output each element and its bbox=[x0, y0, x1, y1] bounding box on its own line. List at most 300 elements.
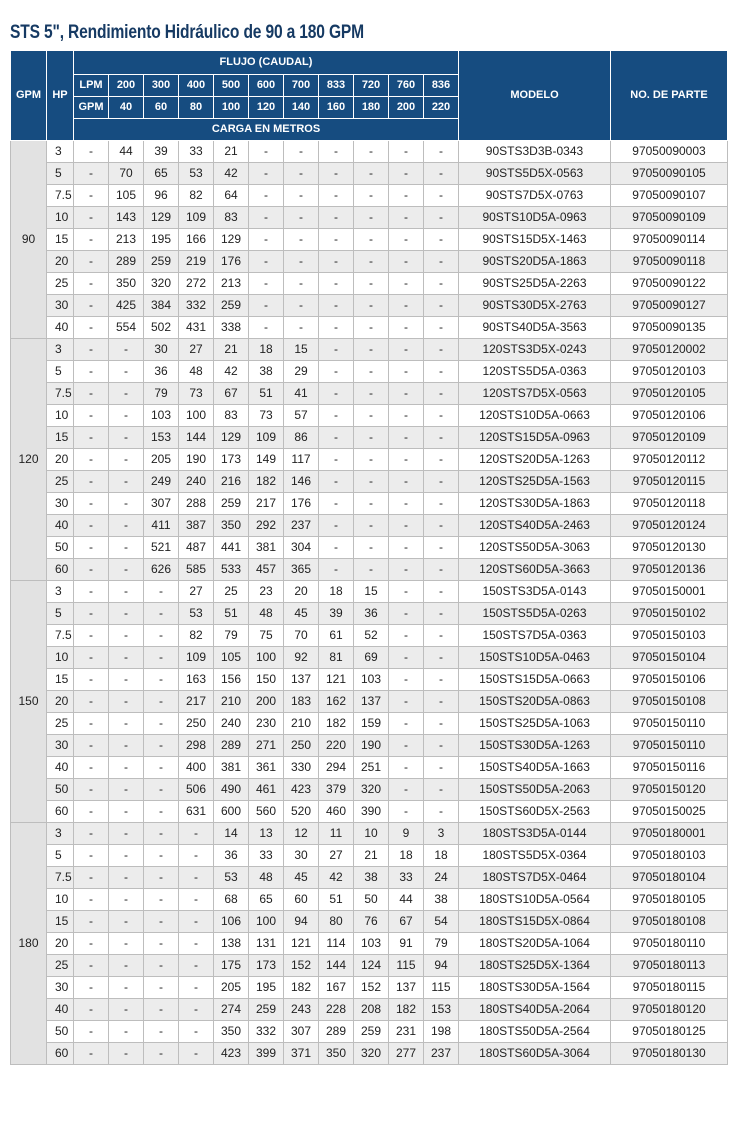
head-value-cell: - bbox=[284, 184, 319, 206]
head-value-cell: - bbox=[109, 426, 144, 448]
header-lpm-value: 760 bbox=[389, 74, 424, 96]
model-cell: 150STS20D5A-0863 bbox=[459, 690, 611, 712]
table-row bbox=[11, 932, 728, 954]
head-value-cell: - bbox=[424, 580, 459, 602]
hp-cell: 50 bbox=[47, 778, 74, 800]
head-value-cell: - bbox=[424, 470, 459, 492]
head-value-cell: - bbox=[319, 536, 354, 558]
header-gpm-value: 200 bbox=[389, 96, 424, 118]
head-value-cell: - bbox=[74, 690, 109, 712]
model-cell: 120STS20D5A-1263 bbox=[459, 448, 611, 470]
head-value-cell: 307 bbox=[284, 1020, 319, 1042]
head-value-cell: 152 bbox=[354, 976, 389, 998]
hp-cell: 20 bbox=[47, 932, 74, 954]
part-number-cell: 97050150120 bbox=[611, 778, 728, 800]
head-value-cell: - bbox=[74, 844, 109, 866]
head-value-cell: 14 bbox=[214, 822, 249, 844]
hp-cell: 7.5 bbox=[47, 184, 74, 206]
head-value-cell: - bbox=[389, 272, 424, 294]
part-number-cell: 97050090135 bbox=[611, 316, 728, 338]
head-value-cell: - bbox=[354, 140, 389, 162]
head-value-cell: - bbox=[144, 888, 179, 910]
head-value-cell: 76 bbox=[354, 910, 389, 932]
hp-cell: 5 bbox=[47, 162, 74, 184]
model-cell: 150STS50D5A-2063 bbox=[459, 778, 611, 800]
hp-cell: 3 bbox=[47, 338, 74, 360]
head-value-cell: 176 bbox=[214, 250, 249, 272]
head-value-cell: - bbox=[389, 184, 424, 206]
head-value-cell: 18 bbox=[249, 338, 284, 360]
head-value-cell: - bbox=[424, 250, 459, 272]
head-value-cell: - bbox=[144, 580, 179, 602]
head-value-cell: - bbox=[424, 558, 459, 580]
table-row bbox=[11, 998, 728, 1020]
head-value-cell: - bbox=[389, 492, 424, 514]
head-value-cell: - bbox=[319, 140, 354, 162]
head-value-cell: 129 bbox=[144, 206, 179, 228]
head-value-cell: - bbox=[424, 712, 459, 734]
head-value-cell: 48 bbox=[249, 602, 284, 624]
head-value-cell: 399 bbox=[249, 1042, 284, 1064]
head-value-cell: 12 bbox=[284, 822, 319, 844]
model-cell: 180STS7D5X-0464 bbox=[459, 866, 611, 888]
table-row bbox=[11, 580, 728, 602]
head-value-cell: 217 bbox=[249, 492, 284, 514]
head-value-cell: - bbox=[389, 778, 424, 800]
header-lpm-value: 720 bbox=[354, 74, 389, 96]
model-cell: 90STS3D3B-0343 bbox=[459, 140, 611, 162]
head-value-cell: 144 bbox=[319, 954, 354, 976]
head-value-cell: - bbox=[74, 184, 109, 206]
head-value-cell: - bbox=[424, 184, 459, 206]
head-value-cell: - bbox=[144, 800, 179, 822]
table-row bbox=[11, 184, 728, 206]
head-value-cell: - bbox=[144, 976, 179, 998]
head-value-cell: 387 bbox=[179, 514, 214, 536]
head-value-cell: 243 bbox=[284, 998, 319, 1020]
head-value-cell: - bbox=[319, 250, 354, 272]
head-value-cell: - bbox=[424, 602, 459, 624]
head-value-cell: - bbox=[144, 1020, 179, 1042]
head-value-cell: 487 bbox=[179, 536, 214, 558]
head-value-cell: 13 bbox=[249, 822, 284, 844]
head-value-cell: - bbox=[109, 470, 144, 492]
head-value-cell: - bbox=[389, 514, 424, 536]
head-value-cell: 15 bbox=[284, 338, 319, 360]
table-row bbox=[11, 514, 728, 536]
head-value-cell: - bbox=[109, 756, 144, 778]
head-value-cell: - bbox=[284, 162, 319, 184]
head-value-cell: 219 bbox=[179, 250, 214, 272]
model-cell: 120STS50D5A-3063 bbox=[459, 536, 611, 558]
head-value-cell: 51 bbox=[319, 888, 354, 910]
head-value-cell: 240 bbox=[214, 712, 249, 734]
head-value-cell: 10 bbox=[354, 822, 389, 844]
head-value-cell: 182 bbox=[319, 712, 354, 734]
head-value-cell: 64 bbox=[214, 184, 249, 206]
head-value-cell: - bbox=[109, 558, 144, 580]
head-value-cell: 94 bbox=[424, 954, 459, 976]
head-value-cell: 57 bbox=[284, 404, 319, 426]
table-row bbox=[11, 382, 728, 404]
hp-cell: 25 bbox=[47, 470, 74, 492]
head-value-cell: 103 bbox=[144, 404, 179, 426]
head-value-cell: 27 bbox=[319, 844, 354, 866]
part-number-cell: 97050180104 bbox=[611, 866, 728, 888]
model-cell: 150STS15D5A-0663 bbox=[459, 668, 611, 690]
hp-cell: 25 bbox=[47, 272, 74, 294]
part-number-cell: 97050120109 bbox=[611, 426, 728, 448]
header-lpm-value: 500 bbox=[214, 74, 249, 96]
head-value-cell: - bbox=[389, 602, 424, 624]
head-value-cell: 198 bbox=[424, 1020, 459, 1042]
head-value-cell: - bbox=[109, 338, 144, 360]
head-value-cell: - bbox=[389, 690, 424, 712]
head-value-cell: - bbox=[389, 624, 424, 646]
head-value-cell: 259 bbox=[249, 998, 284, 1020]
header-modelo: MODELO bbox=[459, 51, 611, 140]
head-value-cell: - bbox=[109, 932, 144, 954]
head-value-cell: 109 bbox=[249, 426, 284, 448]
head-value-cell: 289 bbox=[319, 1020, 354, 1042]
head-value-cell: 361 bbox=[249, 756, 284, 778]
table-row bbox=[11, 294, 728, 316]
model-cell: 120STS60D5A-3663 bbox=[459, 558, 611, 580]
head-value-cell: - bbox=[389, 316, 424, 338]
hp-cell: 60 bbox=[47, 1042, 74, 1064]
head-value-cell: 371 bbox=[284, 1042, 319, 1064]
head-value-cell: 237 bbox=[424, 1042, 459, 1064]
head-value-cell: 153 bbox=[424, 998, 459, 1020]
head-value-cell: - bbox=[424, 624, 459, 646]
head-value-cell: 332 bbox=[179, 294, 214, 316]
head-value-cell: 138 bbox=[214, 932, 249, 954]
head-value-cell: 41 bbox=[284, 382, 319, 404]
head-value-cell: 423 bbox=[214, 1042, 249, 1064]
table-row bbox=[11, 404, 728, 426]
head-value-cell: 381 bbox=[249, 536, 284, 558]
hp-cell: 7.5 bbox=[47, 624, 74, 646]
head-value-cell: - bbox=[319, 338, 354, 360]
head-value-cell: - bbox=[424, 228, 459, 250]
head-value-cell: - bbox=[74, 778, 109, 800]
hp-cell: 60 bbox=[47, 558, 74, 580]
head-value-cell: - bbox=[144, 624, 179, 646]
head-value-cell: - bbox=[284, 316, 319, 338]
head-value-cell: - bbox=[354, 558, 389, 580]
head-value-cell: - bbox=[109, 1042, 144, 1064]
part-number-cell: 97050180125 bbox=[611, 1020, 728, 1042]
model-cell: 180STS3D5A-0144 bbox=[459, 822, 611, 844]
head-value-cell: - bbox=[109, 382, 144, 404]
model-cell: 150STS7D5A-0363 bbox=[459, 624, 611, 646]
head-value-cell: 431 bbox=[179, 316, 214, 338]
head-value-cell: 21 bbox=[214, 140, 249, 162]
table-row bbox=[11, 888, 728, 910]
head-value-cell: 190 bbox=[354, 734, 389, 756]
head-value-cell: - bbox=[424, 140, 459, 162]
model-cell: 150STS40D5A-1663 bbox=[459, 756, 611, 778]
head-value-cell: - bbox=[74, 338, 109, 360]
table-row bbox=[11, 778, 728, 800]
head-value-cell: 65 bbox=[249, 888, 284, 910]
head-value-cell: - bbox=[74, 250, 109, 272]
table-row bbox=[11, 140, 728, 162]
head-value-cell: 190 bbox=[179, 448, 214, 470]
hp-cell: 15 bbox=[47, 910, 74, 932]
head-value-cell: - bbox=[109, 734, 144, 756]
head-value-cell: 54 bbox=[424, 910, 459, 932]
part-number-cell: 97050090107 bbox=[611, 184, 728, 206]
head-value-cell: 289 bbox=[214, 734, 249, 756]
table-row bbox=[11, 470, 728, 492]
header-lpm-value: 836 bbox=[424, 74, 459, 96]
head-value-cell: - bbox=[319, 228, 354, 250]
hp-cell: 15 bbox=[47, 668, 74, 690]
head-value-cell: - bbox=[319, 206, 354, 228]
head-value-cell: 272 bbox=[179, 272, 214, 294]
head-value-cell: 259 bbox=[144, 250, 179, 272]
head-value-cell: - bbox=[354, 404, 389, 426]
head-value-cell: 320 bbox=[144, 272, 179, 294]
head-value-cell: 94 bbox=[284, 910, 319, 932]
head-value-cell: 29 bbox=[284, 360, 319, 382]
head-value-cell: - bbox=[74, 668, 109, 690]
head-value-cell: - bbox=[354, 536, 389, 558]
head-value-cell: - bbox=[354, 514, 389, 536]
hp-cell: 5 bbox=[47, 844, 74, 866]
head-value-cell: - bbox=[74, 602, 109, 624]
head-value-cell: 182 bbox=[249, 470, 284, 492]
head-value-cell: - bbox=[109, 778, 144, 800]
head-value-cell: - bbox=[389, 580, 424, 602]
head-value-cell: 240 bbox=[179, 470, 214, 492]
head-value-cell: - bbox=[354, 206, 389, 228]
model-cell: 180STS25D5X-1364 bbox=[459, 954, 611, 976]
model-cell: 120STS40D5A-2463 bbox=[459, 514, 611, 536]
head-value-cell: - bbox=[424, 492, 459, 514]
part-number-cell: 97050180130 bbox=[611, 1042, 728, 1064]
table-row bbox=[11, 558, 728, 580]
head-value-cell: 292 bbox=[249, 514, 284, 536]
head-value-cell: 390 bbox=[354, 800, 389, 822]
part-number-cell: 97050120124 bbox=[611, 514, 728, 536]
table-row bbox=[11, 448, 728, 470]
header-gpm: GPM bbox=[11, 51, 47, 140]
head-value-cell: 230 bbox=[249, 712, 284, 734]
head-value-cell: - bbox=[249, 272, 284, 294]
head-value-cell: - bbox=[424, 162, 459, 184]
head-value-cell: - bbox=[319, 514, 354, 536]
head-value-cell: 210 bbox=[284, 712, 319, 734]
table-row bbox=[11, 822, 728, 844]
part-number-cell: 97050090127 bbox=[611, 294, 728, 316]
head-value-cell: - bbox=[74, 206, 109, 228]
table-row bbox=[11, 316, 728, 338]
head-value-cell: - bbox=[74, 492, 109, 514]
head-value-cell: 320 bbox=[354, 778, 389, 800]
head-value-cell: - bbox=[389, 668, 424, 690]
head-value-cell: 117 bbox=[284, 448, 319, 470]
head-value-cell: 30 bbox=[284, 844, 319, 866]
part-number-cell: 97050090118 bbox=[611, 250, 728, 272]
model-cell: 150STS3D5A-0143 bbox=[459, 580, 611, 602]
head-value-cell: - bbox=[74, 800, 109, 822]
head-value-cell: 288 bbox=[179, 492, 214, 514]
head-value-cell: 183 bbox=[284, 690, 319, 712]
head-value-cell: - bbox=[74, 1020, 109, 1042]
model-cell: 90STS10D5A-0963 bbox=[459, 206, 611, 228]
hp-cell: 20 bbox=[47, 250, 74, 272]
table-row bbox=[11, 668, 728, 690]
model-cell: 90STS20D5A-1863 bbox=[459, 250, 611, 272]
header-carga: CARGA EN METROS bbox=[74, 118, 459, 140]
part-number-cell: 97050120103 bbox=[611, 360, 728, 382]
head-value-cell: 490 bbox=[214, 778, 249, 800]
head-value-cell: - bbox=[424, 382, 459, 404]
head-value-cell: 250 bbox=[179, 712, 214, 734]
head-value-cell: 124 bbox=[354, 954, 389, 976]
head-value-cell: 80 bbox=[319, 910, 354, 932]
hp-cell: 40 bbox=[47, 316, 74, 338]
head-value-cell: - bbox=[74, 448, 109, 470]
head-value-cell: 220 bbox=[319, 734, 354, 756]
header-lpm-value: 200 bbox=[109, 74, 144, 96]
head-value-cell: - bbox=[74, 228, 109, 250]
header-flujo: FLUJO (CAUDAL) bbox=[74, 51, 459, 74]
model-cell: 120STS7D5X-0563 bbox=[459, 382, 611, 404]
hp-cell: 25 bbox=[47, 712, 74, 734]
head-value-cell: - bbox=[424, 448, 459, 470]
head-value-cell: - bbox=[284, 294, 319, 316]
part-number-cell: 97050180115 bbox=[611, 976, 728, 998]
head-value-cell: 631 bbox=[179, 800, 214, 822]
head-value-cell: - bbox=[144, 734, 179, 756]
table-row bbox=[11, 1042, 728, 1064]
head-value-cell: - bbox=[284, 140, 319, 162]
head-value-cell: - bbox=[74, 514, 109, 536]
head-value-cell: - bbox=[389, 558, 424, 580]
model-cell: 180STS15D5X-0864 bbox=[459, 910, 611, 932]
head-value-cell: 51 bbox=[249, 382, 284, 404]
head-value-cell: 338 bbox=[214, 316, 249, 338]
head-value-cell: 38 bbox=[354, 866, 389, 888]
head-value-cell: - bbox=[424, 404, 459, 426]
head-value-cell: 423 bbox=[284, 778, 319, 800]
part-number-cell: 97050120105 bbox=[611, 382, 728, 404]
head-value-cell: - bbox=[109, 404, 144, 426]
head-value-cell: 441 bbox=[214, 536, 249, 558]
head-value-cell: 330 bbox=[284, 756, 319, 778]
head-value-cell: - bbox=[109, 712, 144, 734]
part-number-cell: 97050090109 bbox=[611, 206, 728, 228]
head-value-cell: 271 bbox=[249, 734, 284, 756]
table-row bbox=[11, 800, 728, 822]
part-number-cell: 97050150103 bbox=[611, 624, 728, 646]
part-number-cell: 97050120106 bbox=[611, 404, 728, 426]
head-value-cell: 109 bbox=[179, 646, 214, 668]
head-value-cell: 36 bbox=[144, 360, 179, 382]
head-value-cell: - bbox=[74, 976, 109, 998]
head-value-cell: 83 bbox=[214, 206, 249, 228]
head-value-cell: - bbox=[389, 536, 424, 558]
model-cell: 90STS25D5A-2263 bbox=[459, 272, 611, 294]
head-value-cell: - bbox=[319, 448, 354, 470]
head-value-cell: 69 bbox=[354, 646, 389, 668]
head-value-cell: 67 bbox=[389, 910, 424, 932]
head-value-cell: - bbox=[389, 162, 424, 184]
head-value-cell: 137 bbox=[389, 976, 424, 998]
head-value-cell: - bbox=[354, 448, 389, 470]
head-value-cell: 143 bbox=[109, 206, 144, 228]
head-value-cell: 105 bbox=[109, 184, 144, 206]
head-value-cell: 114 bbox=[319, 932, 354, 954]
head-value-cell: 144 bbox=[179, 426, 214, 448]
head-value-cell: - bbox=[179, 866, 214, 888]
head-value-cell: 100 bbox=[249, 910, 284, 932]
head-value-cell: - bbox=[74, 294, 109, 316]
hp-cell: 30 bbox=[47, 492, 74, 514]
head-value-cell: 75 bbox=[249, 624, 284, 646]
head-value-cell: 137 bbox=[284, 668, 319, 690]
head-value-cell: 96 bbox=[144, 184, 179, 206]
hp-cell: 50 bbox=[47, 536, 74, 558]
head-value-cell: 205 bbox=[144, 448, 179, 470]
head-value-cell: 213 bbox=[109, 228, 144, 250]
head-value-cell: - bbox=[389, 338, 424, 360]
head-value-cell: 381 bbox=[214, 756, 249, 778]
head-value-cell: 411 bbox=[144, 514, 179, 536]
part-number-cell: 97050120002 bbox=[611, 338, 728, 360]
header-lpm-label: LPM bbox=[74, 74, 109, 96]
head-value-cell: 600 bbox=[214, 800, 249, 822]
head-value-cell: - bbox=[389, 426, 424, 448]
head-value-cell: - bbox=[179, 1042, 214, 1064]
head-value-cell: 228 bbox=[319, 998, 354, 1020]
hp-cell: 10 bbox=[47, 888, 74, 910]
head-value-cell: - bbox=[74, 558, 109, 580]
hp-cell: 40 bbox=[47, 514, 74, 536]
head-value-cell: - bbox=[74, 470, 109, 492]
part-number-cell: 97050180001 bbox=[611, 822, 728, 844]
model-cell: 150STS5D5A-0263 bbox=[459, 602, 611, 624]
head-value-cell: - bbox=[144, 602, 179, 624]
head-value-cell: 213 bbox=[214, 272, 249, 294]
head-value-cell: - bbox=[354, 184, 389, 206]
head-value-cell: 460 bbox=[319, 800, 354, 822]
head-value-cell: - bbox=[74, 734, 109, 756]
head-value-cell: - bbox=[109, 360, 144, 382]
head-value-cell: - bbox=[144, 954, 179, 976]
hp-cell: 20 bbox=[47, 690, 74, 712]
header-gpm-label: GPM bbox=[74, 96, 109, 118]
head-value-cell: - bbox=[389, 800, 424, 822]
part-number-cell: 97050150102 bbox=[611, 602, 728, 624]
model-cell: 180STS10D5A-0564 bbox=[459, 888, 611, 910]
model-cell: 150STS10D5A-0463 bbox=[459, 646, 611, 668]
header-gpm-value: 60 bbox=[144, 96, 179, 118]
head-value-cell: 259 bbox=[214, 492, 249, 514]
head-value-cell: 53 bbox=[214, 866, 249, 888]
head-value-cell: 259 bbox=[354, 1020, 389, 1042]
head-value-cell: 100 bbox=[179, 404, 214, 426]
head-value-cell: 173 bbox=[214, 448, 249, 470]
head-value-cell: - bbox=[249, 228, 284, 250]
head-value-cell: - bbox=[354, 338, 389, 360]
head-value-cell: 82 bbox=[179, 184, 214, 206]
head-value-cell: 167 bbox=[319, 976, 354, 998]
head-value-cell: - bbox=[319, 184, 354, 206]
